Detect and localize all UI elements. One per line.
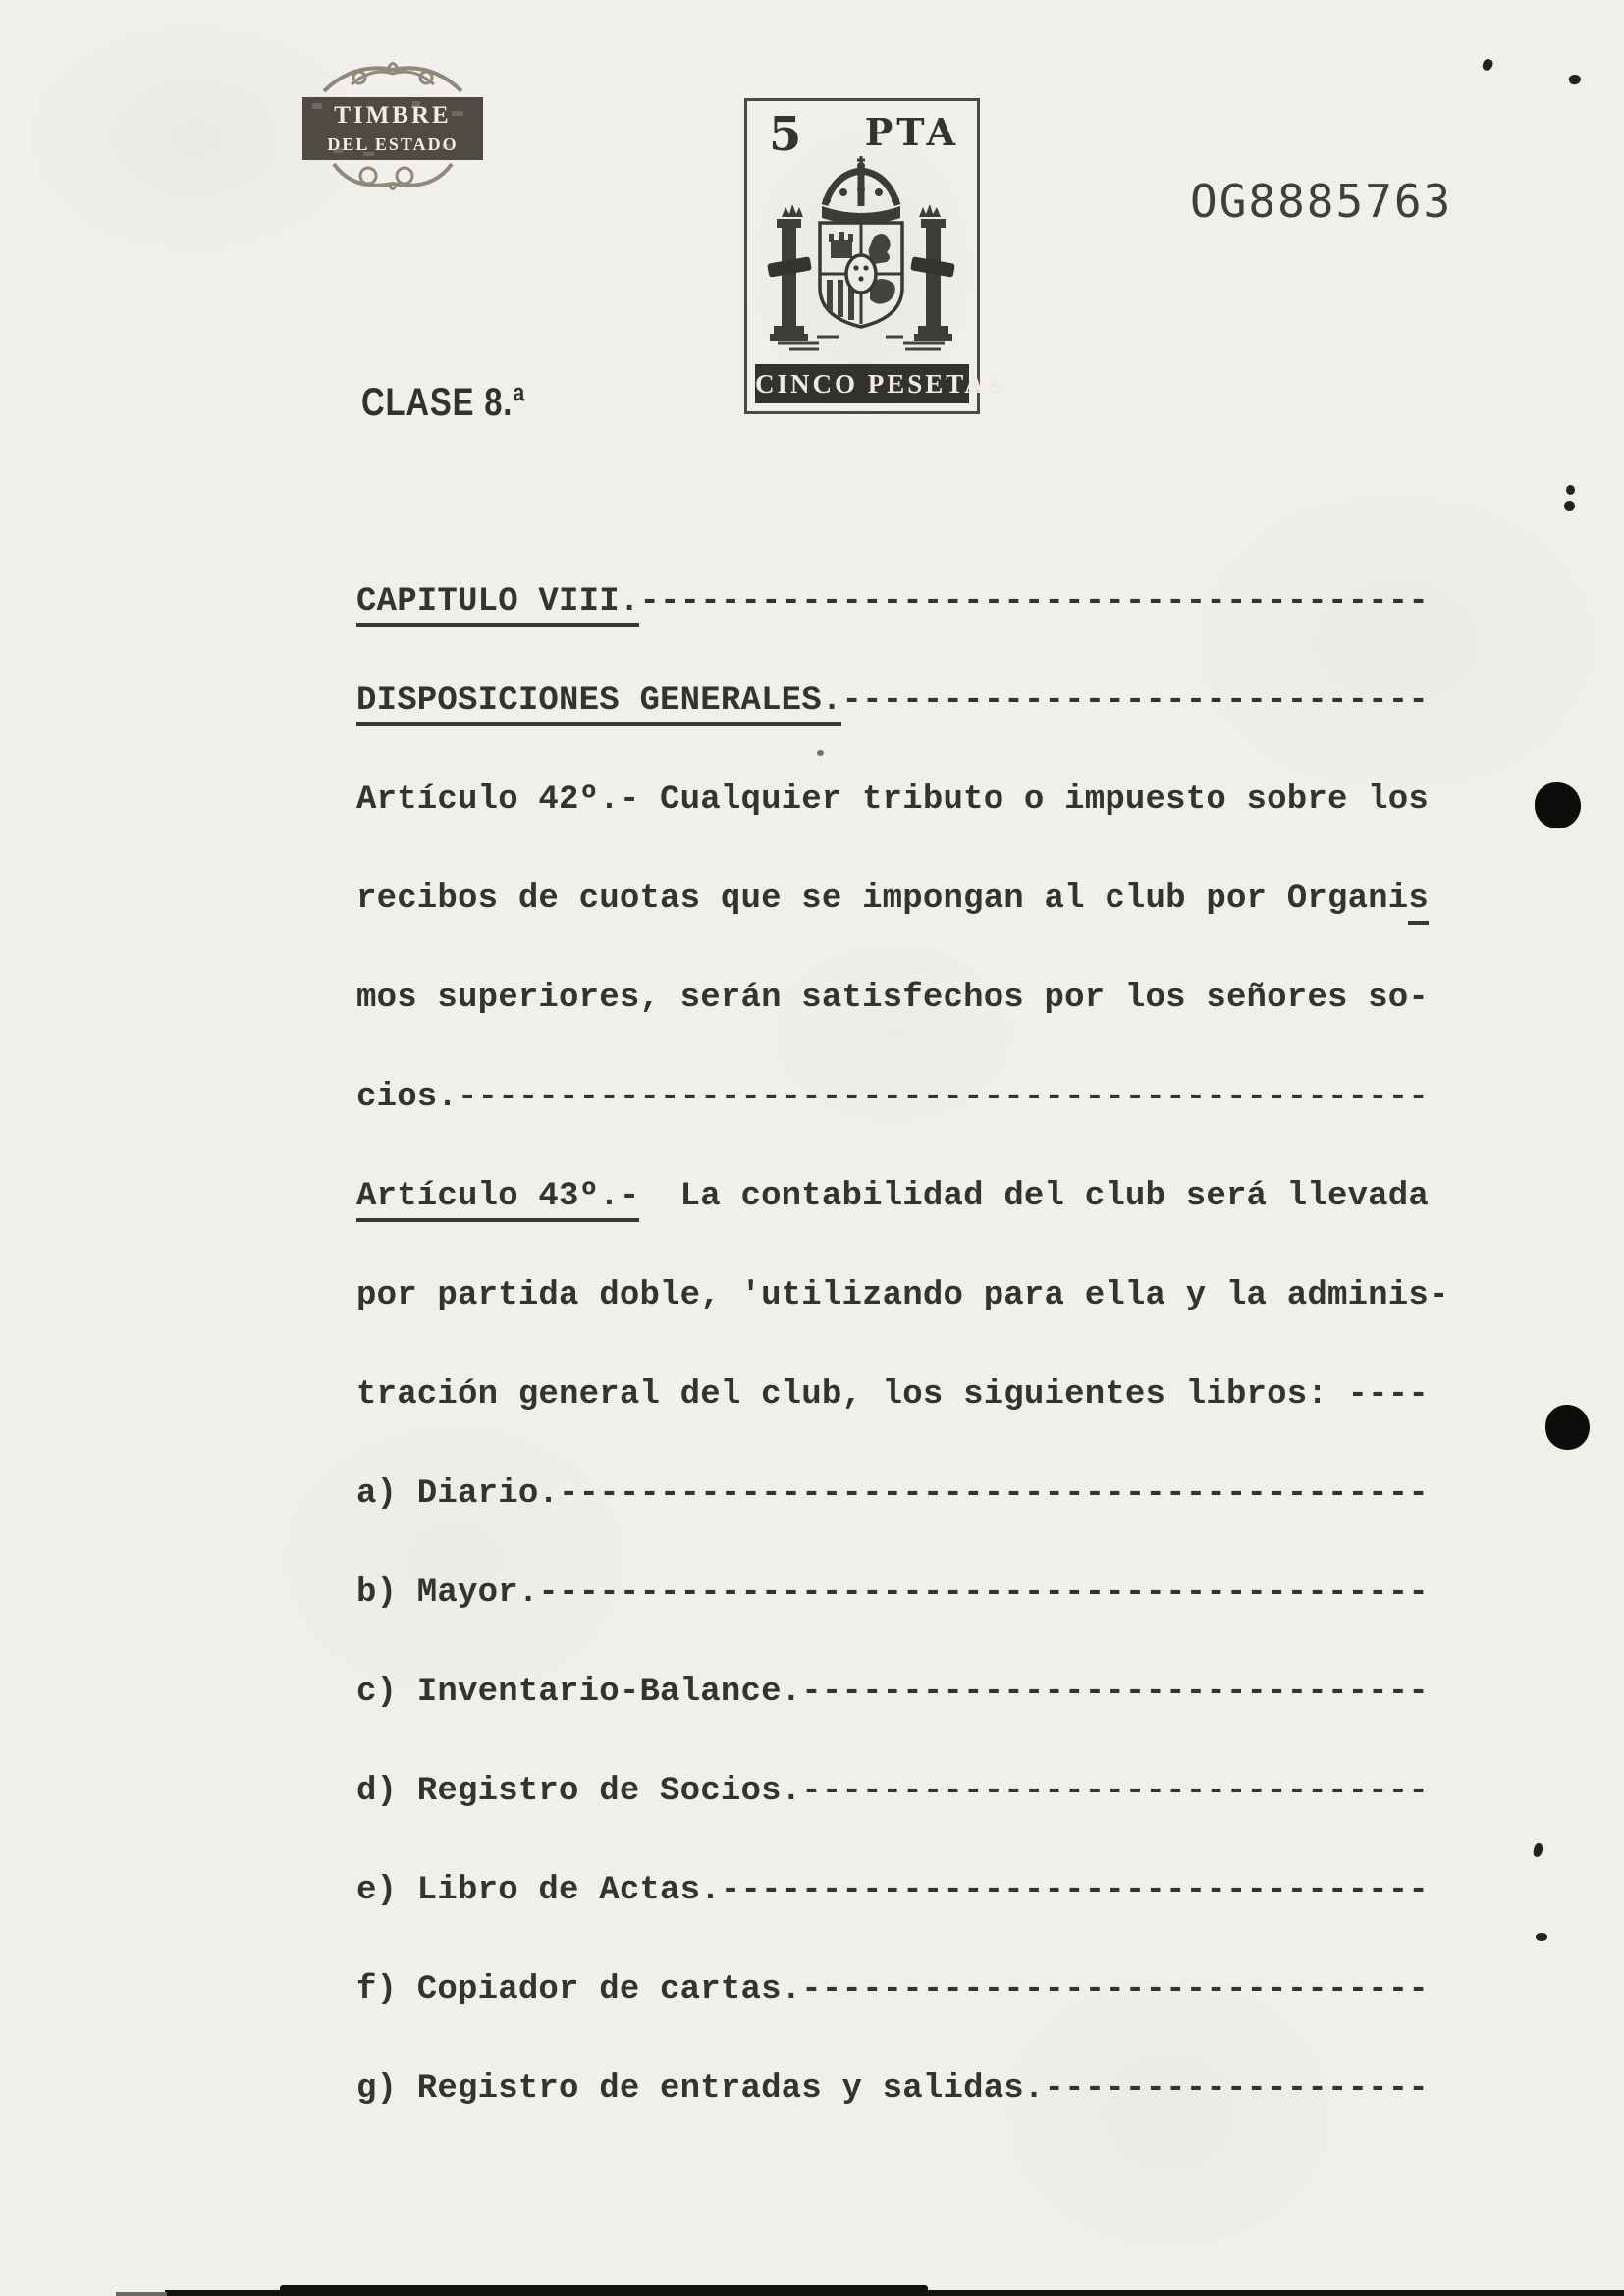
punch-hole-dot	[1545, 1405, 1590, 1450]
text-segment: a) Diario.-------------------------------------------	[356, 1475, 1429, 1513]
ink-speck	[1536, 1933, 1547, 1941]
clase-label: CLASE 8.ª	[361, 381, 526, 424]
ink-speck	[1533, 1842, 1543, 1857]
timbre-del-estado-emblem	[295, 54, 491, 201]
text-segment: por partida doble, 'utilizando para ella y la adminis-	[356, 1277, 1449, 1314]
stamp-value-unit: PTA	[864, 110, 959, 154]
text-segment: cios.------------------------------------------------	[356, 1079, 1429, 1116]
scan-edge-artifact	[280, 2285, 928, 2296]
text-segment: ---------------------------------------	[639, 583, 1429, 620]
text-segment: Artículo 42º.- Cualquier tributo o impuesto sobre los	[356, 781, 1429, 819]
typewritten-line	[356, 581, 1429, 622]
emblem-line1: TIMBRE	[334, 102, 452, 129]
text-segment: g) Registro de entradas y salidas.-------------------	[356, 2070, 1429, 2108]
text-segment: e) Libro de Actas.-----------------------------------	[356, 1872, 1429, 1909]
ink-speck	[1564, 501, 1575, 511]
shield-icon	[820, 223, 902, 327]
typewritten-line	[356, 1771, 1429, 1812]
underlined-text-segment: DISPOSICIONES GENERALES.	[356, 682, 841, 726]
typewritten-line	[356, 1077, 1429, 1118]
typewritten-line	[356, 1473, 1429, 1515]
text-segment: -----------------------------	[841, 682, 1429, 720]
typewritten-line	[356, 680, 1429, 721]
pillar-right-icon	[910, 204, 955, 341]
typewritten-line	[356, 1969, 1429, 2010]
typewritten-line	[356, 978, 1429, 1019]
typewritten-line	[356, 1870, 1429, 1911]
typewritten-line	[356, 1176, 1429, 1217]
text-segment: recibos de cuotas que se impongan al club por Organi	[356, 881, 1409, 918]
typewritten-line	[356, 879, 1429, 920]
typewritten-line	[356, 779, 1429, 821]
underlined-text-segment: Artículo 43º.-	[356, 1178, 639, 1222]
typewritten-line	[356, 1275, 1449, 1316]
emblem-flourish-top	[324, 64, 461, 92]
ink-speck	[1566, 485, 1575, 495]
ink-speck	[1481, 58, 1494, 73]
crown-icon	[822, 156, 900, 225]
coat-of-arms-graphic	[760, 150, 962, 358]
typewritten-line	[356, 1573, 1429, 1614]
ink-speck	[817, 750, 824, 756]
punch-hole-dot	[1535, 782, 1581, 828]
typewritten-line	[356, 2068, 1429, 2109]
underlined-text-segment: CAPITULO VIII.	[356, 583, 639, 627]
text-segment: tración general del club, los siguientes libros: ----	[356, 1376, 1429, 1414]
text-segment: d) Registro de Socios.-------------------------------	[356, 1773, 1429, 1810]
text-segment: mos superiores, serán satisfechos por los señores so-	[356, 980, 1429, 1017]
revenue-stamp	[744, 98, 1004, 414]
underlined-text-segment: s	[1408, 881, 1429, 925]
typewritten-line	[356, 1672, 1429, 1713]
serial-number: OG8885763	[1190, 175, 1453, 228]
text-segment: La contabilidad del club será llevada	[639, 1178, 1429, 1215]
pillar-left-icon	[767, 204, 812, 341]
emblem-flourish-bottom	[334, 164, 452, 189]
text-segment: c) Inventario-Balance.-------------------------------	[356, 1674, 1429, 1711]
ink-speck	[1568, 74, 1582, 86]
stamp-denomination-band: CINCO PESETAS	[755, 364, 969, 403]
stamp-value-number: 5	[769, 107, 802, 162]
text-segment: b) Mayor.--------------------------------------------	[356, 1575, 1429, 1612]
typewritten-line	[356, 1374, 1429, 1415]
text-segment: f) Copiador de cartas.-------------------------------	[356, 1971, 1429, 2008]
emblem-line2: DEL ESTADO	[327, 134, 459, 154]
scan-edge-artifact	[116, 2292, 167, 2296]
